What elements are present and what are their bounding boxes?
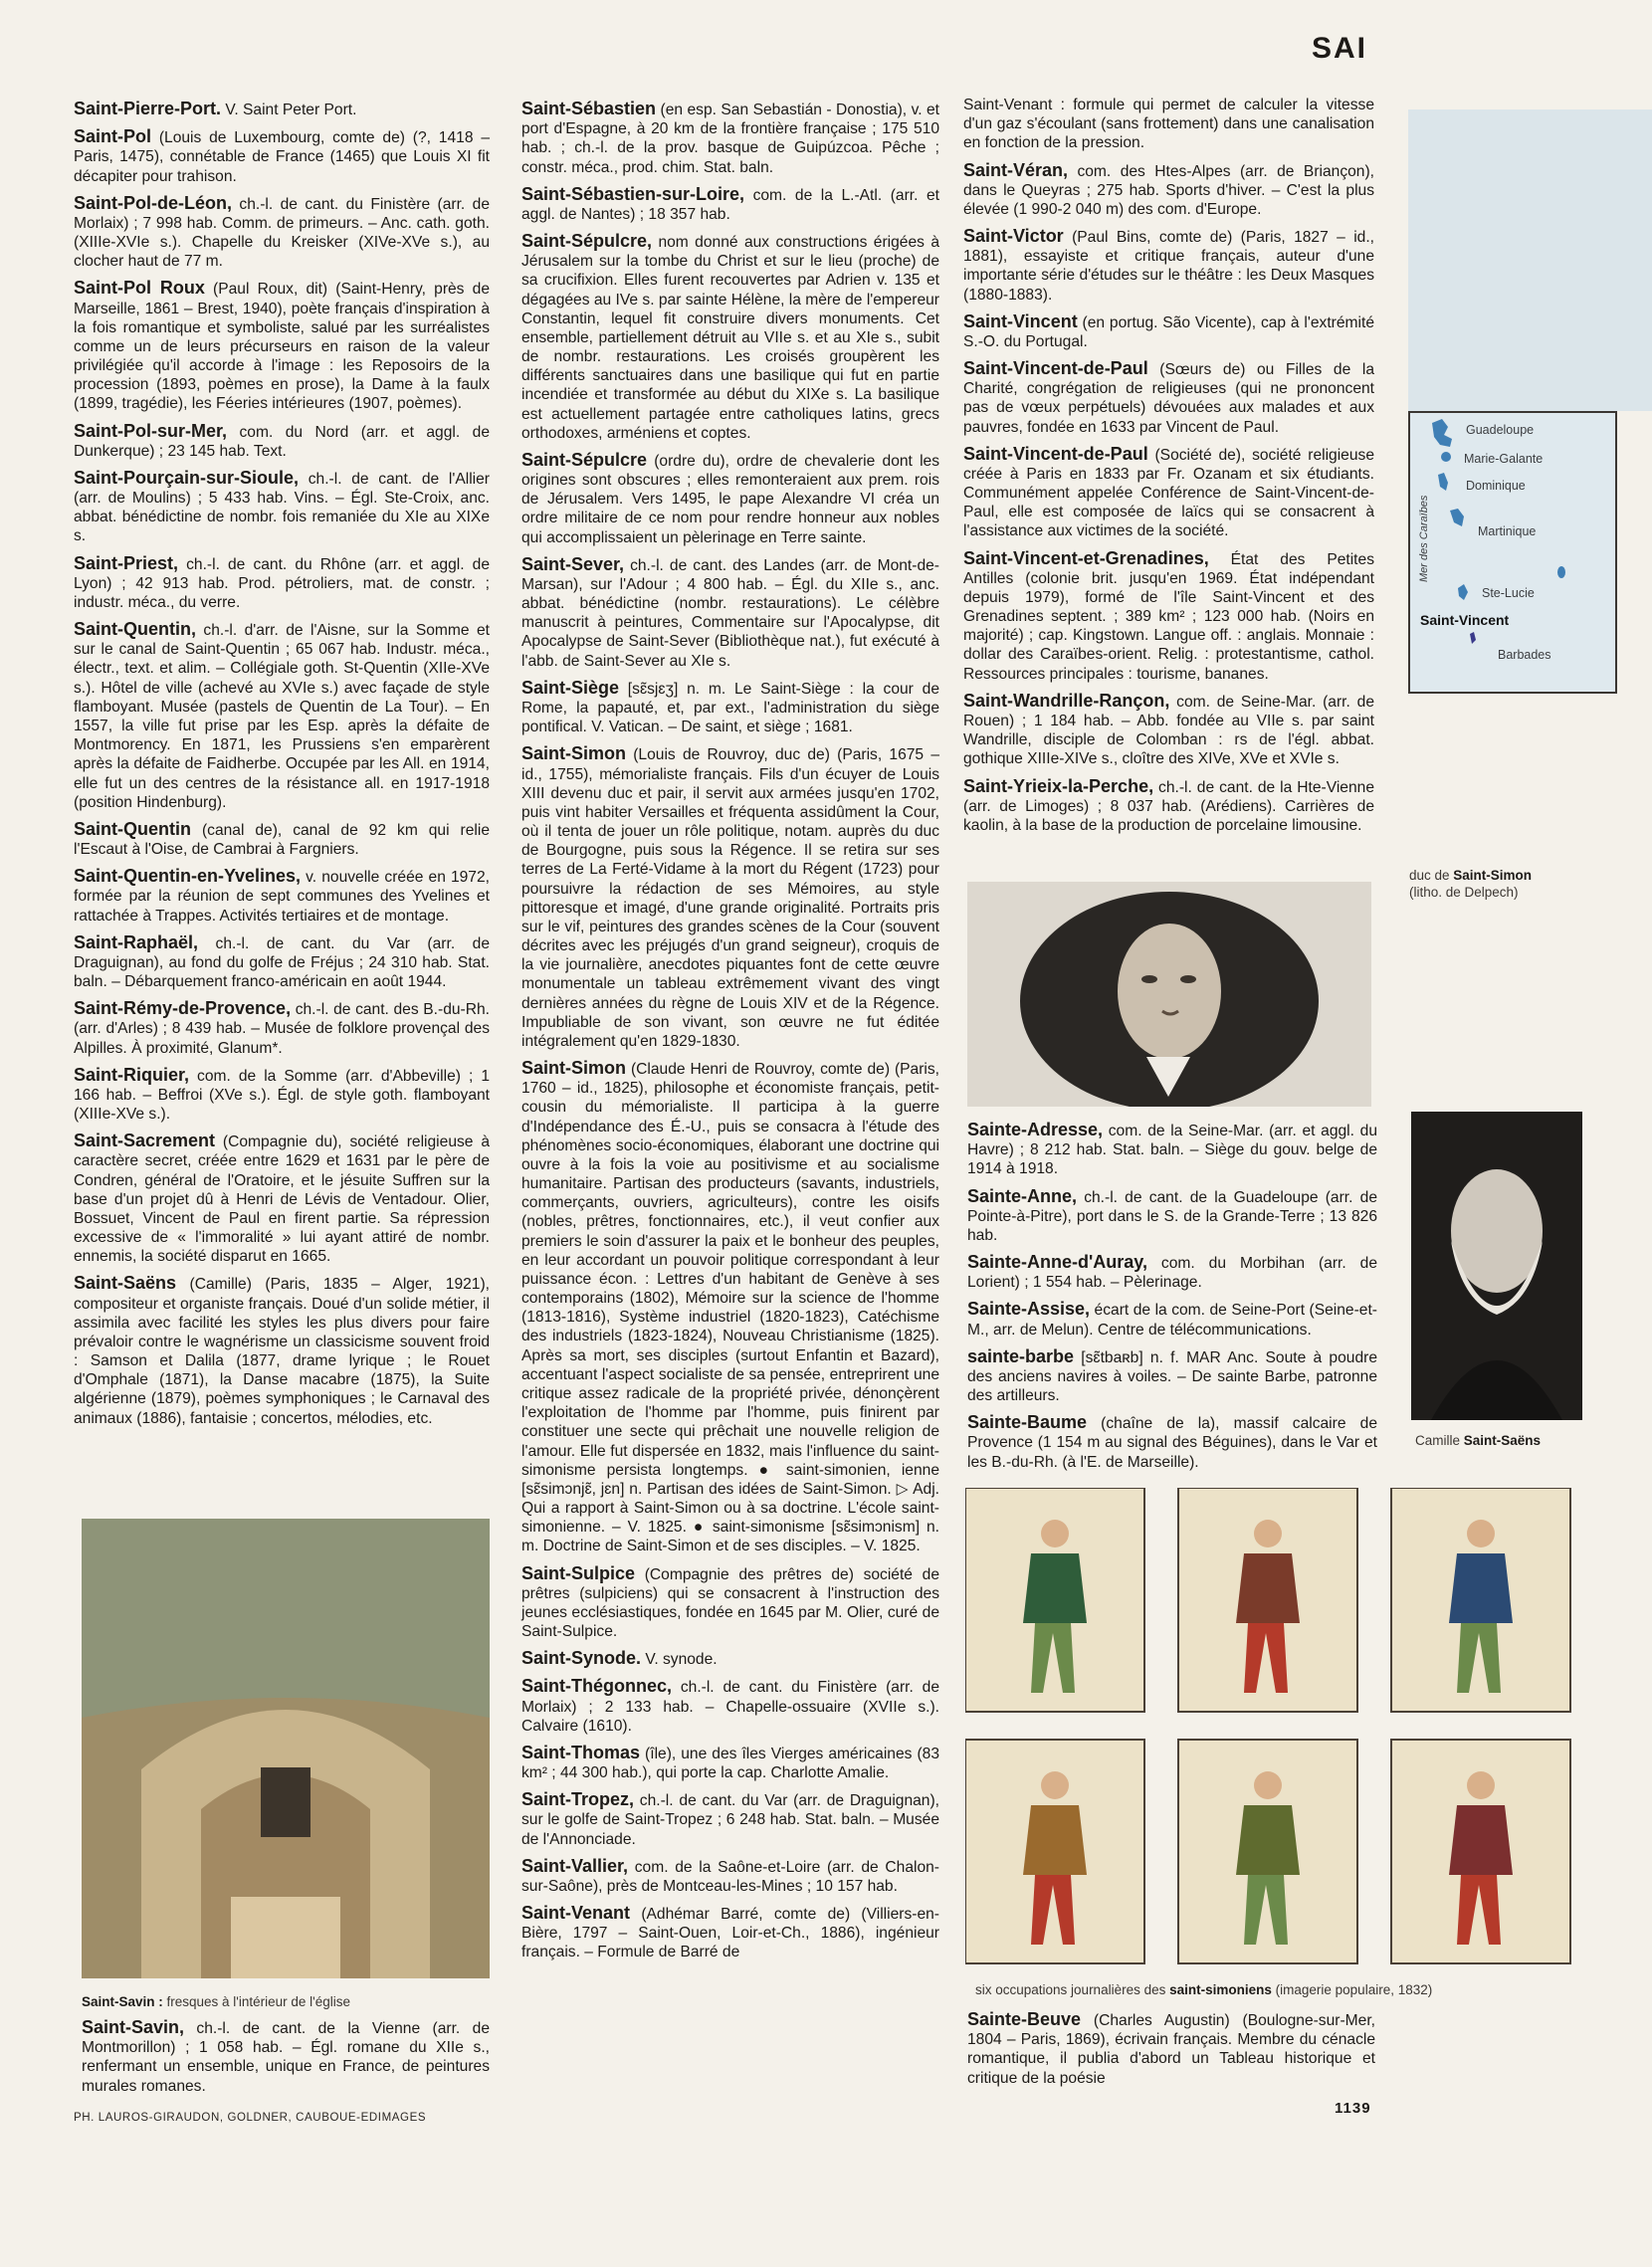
headword: Saint-Sacrement [74,1131,216,1151]
map-label-guadeloupe: Guadeloupe [1466,423,1535,437]
headword: Saint-Yrieix-la-Perche, [963,775,1154,796]
caption-name: Saint-Savin : [82,1994,163,2009]
headword: Saint-Quentin, [74,619,196,640]
entry-text: ch.-l. de cant. de la Guadeloupe (arr. de Pointe-à-Pitre), port dans le S. de la Grande-Terre ; 13 826 hab. [967,1188,1377,1244]
map-sea-label: Mer des Caraïbes [1418,495,1430,582]
portrait-photo [1411,1112,1582,1420]
entry [963,690,1374,769]
entry-text: (ordre du), ordre de chevalerie dont les origines sont obscures ; elles remonteraient aux prem. rois de Jérusalem. Vers 1495, le pape Alexandre VI créa un ordre militaire de ce nom pour rendre honneur aux nobles qui accomplissaient un pèlerinage en Terre sainte. [521,452,939,546]
headword: Saint-Pol-sur-Mer, [74,420,228,441]
caption-saint-simon [1409,868,1648,902]
entry [521,1675,939,1736]
entry-text: (chaîne de la), massif calcaire de Provence (1 154 m au signal des Béguines), dans le Var et les B.-du-Rh. (à l'E. de Marseille). [967,1415,1377,1471]
entry [521,1057,939,1555]
entry [74,1130,490,1266]
headword: Saint-Victor [963,226,1064,247]
entry-text: V. synode. [641,1651,718,1669]
headword: Sainte-Adresse, [967,1120,1104,1139]
entry-text: com. de la Saône-et-Loire (arr. de Chalon-sur-Saône), près de Montceau-les-Mines ; 10 157 hab. [521,1858,939,1895]
headword: Saint-Simon [521,1058,627,1079]
headword: Saint-Thomas [521,1742,641,1762]
headword: Saint-Vincent-et-Grenadines, [963,547,1209,568]
headword: Sainte-Anne-d'Auray, [967,1252,1147,1273]
headword: Saint-Pol-de-Léon, [74,192,232,213]
entry-text: (Paul Roux, dit) (Saint-Henry, près de Marseille, 1861 – Brest, 1940), poète français d'inspiration à la fois romantique et symboliste, salué par les surréalistes comme un de leurs précurseurs en raison de la valeur privilégiée qu'il accorde à l'image : les Reposoirs de la procession (1893, poèmes en prose), la Dame à la faulx (1899, tragédie), les Féeries intérieures (1907, poèmes). [74,281,490,413]
headword: Saint-Thégonnec, [521,1676,673,1697]
entry [963,443,1374,541]
headword: Saint-Savin, [82,2017,185,2037]
entry-text: État des Petites Antilles (colonie brit. jusqu'en 1969. État indépendant depuis 1979), formé de l'île Saint-Vincent et des Grenadines septent. ; 389 km² ; 123 000 hab. (Noirs en majorité) ; cap. Kingstown. Langue off. : anglais. Monnaie : dollar des Caraïbes-orient. Relig. : protestantisme, cathol. Ressources principales : tourisme, bananes. [963,550,1374,683]
headword: Saint-Vincent-de-Paul [963,358,1148,379]
entry [74,1272,490,1427]
caption-saint-saens [1415,1433,1614,1450]
plate [965,1740,1144,1963]
column-1-bottom [82,2016,490,2102]
photo-credit: PH. LAUROS-GIRAUDON, GOLDNER, CAUBOUE-EDIMAGES [74,2112,427,2124]
entry-text: com. de Seine-Mar. (arr. de Rouen) ; 1 184 hab. – Abb. fondée au VIIe s. par saint Wandrille, disciple de Colomban : rs de l'égl. abbat. gothique XIIIe-XIVe s., cloître des XIVe, XVe et XVIe s. [963,693,1374,768]
entry [963,775,1374,836]
caption-name: saint-simoniens [1169,1982,1272,1997]
entry-text: nom donné aux constructions érigées à Jérusalem sur la tombe du Christ et sur le lieu (proche) de sa crucifixion. Elles furent recouvertes par Adrien v. 135 et dégagées au IVe s. par sainte Hélène, la mère de l'empereur Constantin, lequel fit construire divers monuments. Cet ensemble, partiellement détruit au VIIe s. et au XIe s., subit de nombr. restaurations. Les croisés groupèrent les différents sanctuaires dans une basilique qui fut en partie incendiée et transformée au début du XIXe s. La basilique est actuellement partagée entre catholiques latins, grecs orthodoxes, arméniens et coptes. [521,234,939,442]
entry [521,1647,939,1669]
map-label-ste-lucie: Ste-Lucie [1482,586,1535,600]
entry [74,467,490,546]
entry-text: ch.-l. de cant. des B.-du-Rh. (arr. d'Arles) ; 8 439 hab. – Musée de folklore provençal des Alpilles. À proximité, Glanum*. [74,1001,490,1057]
plate [1391,1740,1570,1963]
margin-photo-strip [1408,109,1652,411]
running-head: SAI [1312,32,1368,65]
headword: Saint-Sulpice [521,1562,636,1583]
headword: Saint-Pol [74,126,152,147]
entry [74,618,490,812]
entry [74,98,490,119]
entry [967,1185,1377,1246]
entry-text: com. de la Seine-Mar. (arr. et aggl. du Havre) ; 8 212 hab. Stat. baln. – Siège du gouv. belge de 1914 à 1918. [967,1123,1377,1178]
caption-text: fresques à l'intérieur de l'église [162,1994,351,2009]
headword: Saint-Quentin-en-Yvelines, [74,866,302,887]
entry [963,547,1374,684]
entry-text: (Adhémar Barré, comte de) (Villiers-en-Bière, 1797 – Saint-Ouen, Loir-et-Ch., 1886), ingénieur français. – Formule de Barré de [521,1906,939,1961]
headword: Saint-Sébastien [521,99,657,118]
entry [521,553,939,671]
entry [74,865,490,926]
fresco-photo [82,1519,490,1978]
portrait-engraving [967,882,1371,1107]
headword: Saint-Saëns [74,1273,177,1294]
entry-text: écart de la com. de Seine-Port (Seine-et-M., arr. de Melun). Centre de télécommunications. [967,1302,1377,1339]
entry-text: Saint-Venant : formule qui permet de calculer la vitesse d'un gaz s'écoulant (sans frottement) dans une canalisation en fonction de la pression. [963,97,1374,152]
headword: Saint-Sépulcre [521,449,648,470]
headword: Saint-Tropez, [521,1789,635,1810]
entry-text: (Compagnie du), société religieuse à caractère secret, créée entre 1629 et 1631 par le père de Condren, général de l'Oratoire, et le jésuite Suffren sur la base d'un projet dû à Henri de Lévis de Ventadour. Olier, Bossuet, Vincent de Paul en firent partie. Sa répression excessive de « l'immoralité » lui ayant attiré de nombr. ennemis, la société disparut en 1665. [74,1134,490,1266]
headword: Saint-Synode. [521,1648,642,1669]
headword: Saint-Sépulcre, [521,231,653,252]
entry [74,125,490,186]
map-label-martinique: Martinique [1478,524,1537,538]
antilles-map [1408,411,1617,694]
entry [967,2008,1375,2088]
entry [967,1119,1377,1179]
entry [74,997,490,1058]
headword: Saint-Pol Roux [74,278,205,299]
entry [74,1064,490,1125]
column-3-lower [967,1119,1377,1478]
headword: Saint-Wandrille-Rançon, [963,690,1170,711]
entry-text: (Claude Henri de Rouvroy, comte de) (Paris, 1760 – id., 1825), philosophe et économiste français, petit-cousin du mémorialiste. Il participa à la guerre d'Indépendance des É.-U., puis se consacra à l'étude des phénomènes socio-économiques, élaborant une doctrine qui ouvre à la fois la voie au positivisme et au socialisme humanitaire. Partisan des producteurs (savants, industriels, commerçants, ouvriers, agriculteurs), contre les oisifs (nobles, prêtres, fonctionnaires, etc.), il veut confier aux premiers le soin d'assurer la paix et le bonheur des peuples, en leur accordant un pouvoir politique correspondant à leur puissance écon. : Lettres d'un habitant de Genève à ses contemporains (1802), Mémoire sur la science de l'homme (1813-1816), Système industriel (1820-1823), Catéchisme des industriels (1823-1824), Nouveau Christianisme (1825). Après sa mort, ses disciples (surtout Enfantin et Bazard), accentuant l'aspect socialiste de sa pensée, entreprirent une critique assez radicale de la propriété privée, dénonçèrent l'exploitation de l'homme par l'homme, puis finirent par constituer une secte qui prêchait une nouvelle religion de l'amour. Elle fut dispersée en 1832, mais l'influence du saint-simonisme persista longtemps. ● saint-simonien, ienne [sɛ̃simɔnjɛ̃, jɛn] n. Partisan des idées de Saint-Simon. ▷ Adj. Qui a rapport à Saint-Simon ou à sa doctrine. L'école saint-simonienne. – V. 1825. ● saint-simonisme [sɛ̃simɔnism] n. m. Doctrine de Saint-Simon et de ses disciples. – V. 1825. [521,1061,939,1555]
headword: Saint-Simon [521,743,627,764]
entry [521,1788,939,1849]
headword: Saint-Vincent [963,310,1078,331]
entry [967,1298,1377,1339]
entry-text: (Louis de Rouvroy, duc de) (Paris, 1675 – id., 1755), mémorialiste français. Fils d'un écuyer de Louis XIII devenu duc et pair, il servit aux armées jusqu'en 1702, puis vint habiter Versailles et fréquenta assidûment la Cour, où il tenta de jouer un rôle politique, notam. auprès du duc de Bourgogne, puis sous la Régence. Il se retira sur ses terres de La Ferté-Vidame à la mort du Régent (1723) pour poursuivre la rédaction de ses Mémoires, au style pittoresque et imagé, d'une grande originalité. Portraits pris sur le vif, peintures des grandes scènes de la Cour (souvent décrites avec les préjugés d'un grand seigneur), croquis de la vie journalière, anecdotes piquantes font de cette œuvre monumentale un tableau extrêmement vivant des vingt dernières années du règne de Louis XIV et de la Régence. Impubliable de son vivant, son œuvre ne fut éditée intégralement qu'en 1829-1830. [521,746,939,1050]
entry [521,1742,939,1782]
headword: Saint-Quentin [74,818,191,839]
caption-name: Saint-Simon [1453,868,1533,883]
entry [963,357,1374,437]
headword: Sainte-Anne, [967,1185,1078,1206]
entry [82,2016,490,2096]
entry-text: ch.-l. de cant. de l'Allier (arr. de Moulins) ; 5 433 hab. Vins. – Égl. Ste-Croix, anc. abbat. bénédictine de nombr. fois remaniée du XIe au XIXe s. [74,470,490,545]
caption-prefix: Camille [1415,1433,1464,1448]
entry [74,818,490,859]
map-label-dominique: Dominique [1466,479,1526,493]
caption-name: Saint-Saëns [1463,1433,1542,1448]
entry [521,449,939,547]
entry-text: (Société de), société religieuse créée à Paris en 1833 par Fr. Ozanam et six étudiants. Communément appelée Conférence de Saint-Vincent-de-Paul, elle est composée de laïcs qui se consacrent à l'assistance aux victimes de la société. [963,446,1374,540]
entry [521,183,939,224]
entry [74,192,490,272]
entry-text: (Louis de Luxembourg, comte de) (?, 1418 – Paris, 1475), connétable de France (1465) que Louis XI fit décapiter pour trahison. [74,129,490,185]
entry-text: ch.-l. de cant. des Landes (arr. de Mont-de-Marsan), sur l'Adour ; 4 800 hab. – Égl. du XIIe s., anc. abbat. bénédictine (nombr. restaurations). Le célèbre manuscrit à peintures, Commentaire sur l'Apocalypse, dit Apocalypse de Saint-Sever (Bibliothèque nat.), fut exécuté à l'abb. de Saint-Sever au XIe s. [521,556,939,670]
entry [963,225,1374,305]
headword: Sainte-Beuve [967,2009,1082,2029]
entry-text: v. nouvelle créée en 1972, formée par la réunion de sept communes des Yvelines et rattachée à Trappes. Activités tertiaires et de montage. [74,869,490,925]
entry-text: com. du Morbihan (arr. de Lorient) ; 1 554 hab. – Pèlerinage. [967,1255,1377,1292]
entry [967,1345,1377,1406]
plate [1178,1488,1357,1712]
map-label-barbades: Barbades [1498,648,1551,662]
headword: Saint-Véran, [963,159,1069,180]
entry-text: (en portug. São Vicente), cap à l'extrémité S.-O. du Portugal. [963,313,1374,350]
entry-text: com. de la L.-Atl. (arr. et aggl. de Nantes) ; 18 357 hab. [521,186,939,223]
entry-text: (île), une des îles Vierges américaines (83 km² ; 44 300 hab.), qui porte la cap. Charlotte Amalie. [521,1745,939,1782]
headword: Saint-Sébastien-sur-Loire, [521,183,745,204]
entry [963,159,1374,220]
saint-simon-portrait [967,882,1371,1107]
entry [963,96,1374,153]
headword: Saint-Pourçain-sur-Sioule, [74,467,300,488]
caption-prefix: six occupations journalières des [975,1982,1170,1997]
entry-text: (Charles Augustin) (Boulogne-sur-Mer, 1804 – Paris, 1869), écrivain français. Membre du cénacle romantique, il publia d'abord un Tableau historique et critique de la poésie [967,2012,1375,2087]
entry-text: (Compagnie des prêtres de) société de prêtres (sulpiciens) qui se consacrent à l'instruction des jeunes ecclésiastiques, fondée en 1645 par M. Olier, curé de Saint-Sulpice. [521,1565,939,1641]
plate [1391,1488,1570,1712]
headword: Saint-Riquier, [74,1064,190,1085]
headword: Saint-Vincent-de-Paul [963,443,1148,464]
headword: Saint-Pierre-Port. [74,99,222,118]
headword: Saint-Raphaël, [74,931,199,952]
entry [521,742,939,1051]
entry-text: [sɛ̃tbaʀb] n. f. MAR Anc. Soute à poudre des anciens navires à voiles. – De sainte Barbe, patronne des artilleurs. [967,1348,1377,1405]
entry [967,1251,1377,1292]
saint-savin-fresco [82,1519,490,1978]
entry [74,931,490,992]
headword: Saint-Venant [521,1903,631,1924]
entry-text: com. des Htes-Alpes (arr. de Briançon), dans le Queyras ; 275 hab. Sports d'hiver. – C'est la plus élevée (1 990-2 040 m) des com. d'Europe. [963,162,1374,218]
headword: sainte-barbe [967,1345,1075,1366]
entry-text: (canal de), canal de 92 km qui relie l'Escaut à l'Oise, de Cambrai à Fargniers. [74,821,490,859]
headword: Sainte-Assise, [967,1299,1091,1320]
column-3 [963,96,1374,841]
entry [521,230,939,443]
caption-sub: (litho. de Delpech) [1409,884,1519,900]
entry-text: ch.-l. d'arr. de l'Aisne, sur la Somme et sur le canal de Saint-Quentin ; 65 067 hab. Industr. méca., électr., text. et alim. – Collégiale goth. St-Quentin (XIIe-XVe s.). Hôtel de ville (achevé au XVIe s.) avec façade de style flamboyant. Musée (pastels de Quentin de La Tour). – En 1557, la ville fut prise par les Esp. après la défaite de Montmorency. En 1871, les Prussiens s'en emparèrent après la défaite de Faidherbe. Occupée par les All. en 1914, elle fut un des centres de la résistance all. en 1917-1918 (position Hindenburg). [74,622,490,811]
entry-text: ch.-l. de cant. de la Hte-Vienne (arr. de Limoges) ; 8 037 hab. (Arédiens). Carrières de kaolin, à la base de la production de porcelaine limousine. [963,778,1374,834]
entry [74,552,490,613]
headword: Saint-Vallier, [521,1855,629,1876]
entry-text: [sɛ̃sjɛʒ] n. m. Le Saint-Siège : la cour de Rome, la papauté, et, par ext., l'administration du siège pontifical. V. Vatican. – De saint, et siège ; 1681. [521,680,939,736]
plate [1178,1740,1357,1963]
plates-grid [965,1488,1592,1980]
entry-text: ch.-l. de cant. du Var (arr. de Draguignan), sur le golfe de Saint-Tropez ; 6 248 hab. Stat. baln. – Musée de l'Annonciade. [521,1792,939,1848]
entry-text: com. de la Somme (arr. d'Abbeville) ; 1 166 hab. – Beffroi (XVe s.). Égl. de style goth. flamboyant (XIIIe-XVe s.). [74,1067,490,1124]
entry-text: com. du Nord (arr. et aggl. de Dunkerque) ; 23 145 hab. Text. [74,423,490,460]
headword: Sainte-Baume [967,1412,1088,1433]
entry [521,1562,939,1642]
headword: Saint-Sever, [521,553,625,574]
saint-simoniens-plates [965,1488,1592,1980]
entry-text: ch.-l. de cant. du Var (arr. de Draguignan), au fond du golfe de Fréjus ; 24 310 hab. Stat. baln. – Débarquement franco-américain en août 1944. [74,934,490,991]
entry-text: ch.-l. de cant. de la Vienne (arr. de Montmorillon) ; 1 058 hab. – Égl. romane du XIIe s., renfermant un ensemble, unique en France, de peintures murales romanes. [82,2020,490,2095]
entry [521,677,939,737]
column-3-bottom [967,2008,1375,2094]
plate [965,1488,1144,1712]
map-label-marie-galante: Marie-Galante [1464,452,1544,466]
entry-text: V. Saint Peter Port. [221,102,357,118]
entry [74,277,490,413]
headword: Saint-Rémy-de-Provence, [74,998,292,1019]
column-2 [521,98,939,1968]
entry [967,1411,1377,1472]
entry-text: (Camille) (Paris, 1835 – Alger, 1921), compositeur et organiste français. Doué d'un solide métier, il assimila avec facilité les styles les plus divers pour faire prévaloir contre le wagnérisme un classicisme souvent froid : Samson et Dalila (1877, drame lyrique ; le Rouet d'Omphale (1871), la Danse macabre (1875), la Suite algérienne (1879), poèmes symphoniques ; le Carnaval des animaux (1886), fantaisie ; concertos, mélodies, etc. [74,1276,490,1427]
entry-text: (Paul Bins, comte de) (Paris, 1827 – id., 1881), essayiste et critique français, auteur d'une importante série d'études sur le théâtre : les Deux Masques (1880-1883). [963,229,1374,304]
entry [521,1855,939,1896]
entry [963,310,1374,351]
entry-text: ch.-l. de cant. du Finistère (arr. de Morlaix) ; 7 998 hab. Comm. de primeurs. – Anc. cath. goth. (XIIIe-XVIe s.). Chapelle du Kreisker (XIVe-XVe s.), au clocher haut de 77 m. [74,195,490,271]
entry-text: (en esp. San Sebastián - Donostia), v. et port d'Espagne, à 20 km de la frontière française ; 175 510 hab. ; ch.-l. de la prov. basque de Guipúzcoa. Pêche ; constr. méca., prod. chim. Stat. baln. [521,102,939,176]
entry-text: ch.-l. de cant. du Finistère (arr. de Morlaix) ; 2 133 hab. – Chapelle-ossuaire (XVIIe s.). Calvaire (1610). [521,1679,939,1735]
map-label-saint-vincent: Saint-Vincent [1420,612,1510,628]
entry [521,98,939,177]
caption-prefix: duc de [1409,868,1454,883]
caption-saint-savin [82,1994,500,2011]
saint-saens-portrait [1411,1112,1582,1420]
entry-text: ch.-l. de cant. du Rhône (arr. et aggl. de Lyon) ; 42 913 hab. Prod. pétroliers, mat. de constr. ; industr. méca., du verre. [74,555,490,611]
page-number: 1139 [1335,2100,1371,2117]
entry [74,420,490,461]
entry-text: (Sœurs de) ou Filles de la Charité, congrégation de religieuses (qui ne prononcent pas de vœux perpétuels) dévouées aux malades et aux pauvres, fondée en 1633 par Vincent de Paul. [963,361,1374,436]
caption-suffix: (imagerie populaire, 1832) [1271,1982,1433,1997]
headword: Saint-Siège [521,677,620,698]
caption-saint-simoniens [975,1982,1612,1999]
headword: Saint-Priest, [74,552,179,573]
entry [521,1902,939,1962]
column-1 [74,98,490,1434]
